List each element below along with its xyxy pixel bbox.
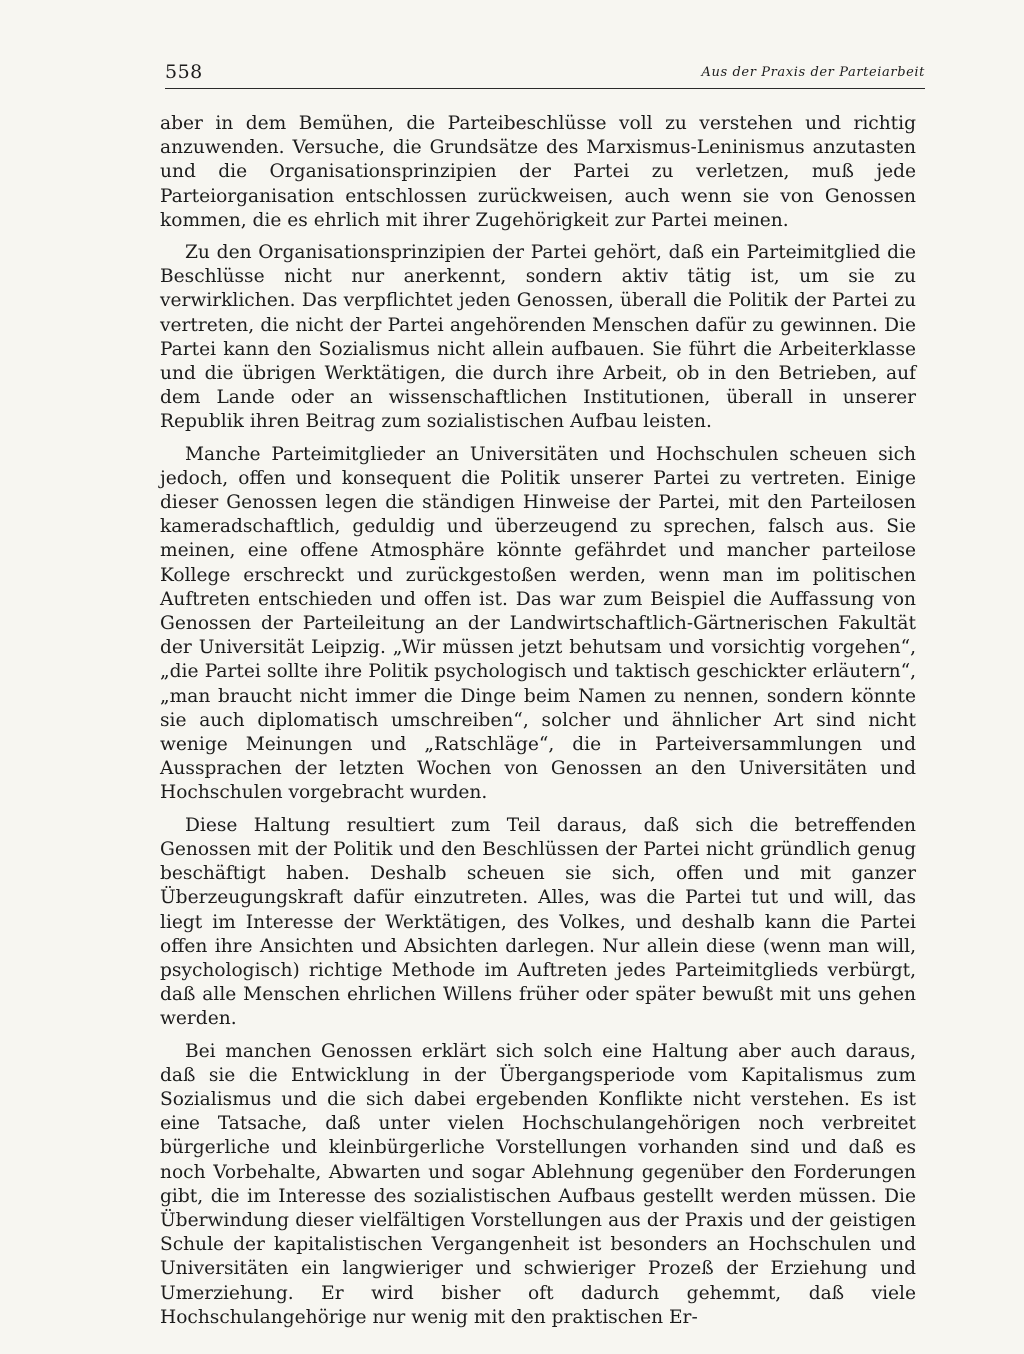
paragraph-3: Manche Parteimitglieder an Universitäten und Hochschulen scheuen sich jedoch, offen und konsequent die Politik unserer Partei zu vertreten. Einige dieser Genossen legen die ständigen Hinweise der Partei, mit den Parteilosen kameradschaftlich, geduldig und überzeugend zu sprechen, falsch aus. Sie meinen, eine offene Atmosphäre könnte gefährdet und mancher parteilose Kollege erschreckt und zurückgestoßen werden, wenn man im politischen Auftreten entschieden und offen ist. Das war zum Beispiel die Auffassung von Genossen der Parteileitung an der Landwirtschaftlich-Gärtnerischen Fakultät der Universität Leipzig. „Wir müssen jetzt behutsam und vorsichtig vorgehen“, „die Partei sollte ihre Politik psychologisch und taktisch geschickter erläutern“, „man braucht nicht immer die Dinge beim Namen zu nennen, sondern könnte sie auch diplomatisch umschreiben“, solcher und ähnlicher Art sind nicht wenige Meinungen und „Ratschläge“, die in Parteiversammlungen und Aussprachen der letzten Wochen von Genossen an den Universitäten und Hochschulen vorgebracht wurden.	[160, 443, 916, 804]
running-head: Aus der Praxis der Parteiarbeit	[701, 65, 925, 80]
paragraph-4: Diese Haltung resultiert zum Teil daraus, daß sich die betreffenden Genossen mit der Politik und den Beschlüssen der Partei nicht gründlich genug beschäftigt haben. Deshalb scheuen sie sich, offen und mit ganzer Überzeugungskraft dafür einzutreten. Alles, was die Partei tut und will, das liegt im Interesse der Werktätigen, des Volkes, und deshalb kann die Partei offen ihre Ansichten und Absichten darlegen. Nur allein diese (wenn man will, psychologisch) richtige Methode im Auftreten jedes Parteimitglieds verbürgt, daß alle Menschen ehrlichen Willens früher oder später bewußt mit uns gehen werden.	[160, 814, 916, 1030]
paragraph-5: Bei manchen Genossen erklärt sich solch eine Haltung aber auch daraus, daß sie die Entwicklung in der Übergangsperiode vom Kapitalismus zum Sozialismus und die sich dabei ergebenden Konflikte nicht verstehen. Es ist eine Tatsache, daß unter vielen Hochschulangehörigen noch verbreitet bürgerliche und kleinbürgerliche Vorstellungen vorhanden sind und daß es noch Vorbehalte, Abwarten und sogar Ablehnung gegenüber den Forderungen gibt, die im Interesse des sozialistischen Aufbaus gestellt werden müssen. Die Überwindung dieser vielfältigen Vorstellungen aus der Praxis und der geistigen Schule der kapitalistischen Vergangenheit ist besonders an Hochschulen und Universitäten ein langwieriger und schwieriger Prozeß der Erziehung und Umerziehung. Er wird bisher oft dadurch gehemmt, daß viele Hochschulangehörige nur wenig mit den praktischen Er-	[160, 1040, 916, 1328]
page-number: 558	[165, 61, 203, 83]
body-text	[160, 112, 916, 1338]
paragraph-2: Zu den Organisationsprinzipien der Partei gehört, daß ein Parteimitglied die Beschlüsse nicht nur anerkennt, sondern aktiv tätig ist, um sie zu verwirklichen. Das verpflichtet jeden Genossen, überall die Politik der Partei zu vertreten, die nicht der Partei angehörenden Menschen dafür zu gewinnen. Die Partei kann den Sozialismus nicht allein aufbauen. Sie führt die Arbeiterklasse und die übrigen Werktätigen, die durch ihre Arbeit, ob in den Betrieben, auf dem Lande oder an wissenschaftlichen Institutionen, überall in unserer Republik ihren Beitrag zum sozialistischen Aufbau leisten.	[160, 242, 916, 433]
header-rule	[165, 88, 925, 89]
page-header	[165, 61, 925, 85]
paragraph-1: aber in dem Bemühen, die Parteibeschlüsse voll zu verstehen und richtig anzuwenden. Versuche, die Grundsätze des Marxismus-Leninismus anzutasten und die Organisationsprinzipien der Partei zu verletzen, muß jede Parteiorganisation entschlossen zurückweisen, auch wenn sie von Genossen kommen, die es ehrlich mit ihrer Zugehörigkeit zur Partei meinen.	[160, 113, 916, 231]
